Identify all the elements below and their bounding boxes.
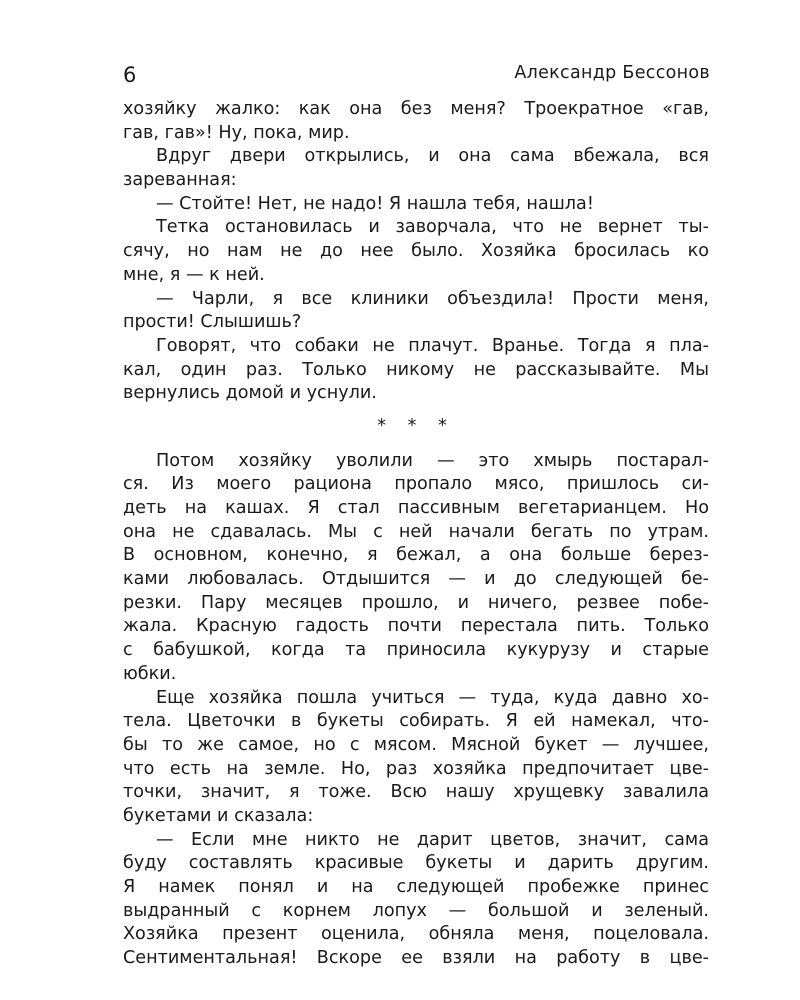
dialogue-line: — Если мне никто не дарит цветов, значит, сама: [156, 829, 709, 850]
text-line: Потом хозяйку уволили — это хмырь постарал-: [156, 450, 709, 471]
text-line: зареванная:: [123, 170, 237, 191]
body-text: [123, 98, 709, 971]
text-line: Сентиментальная! Вскоре ее взяли на работу в цве-: [123, 948, 709, 969]
text-line: что есть на земле. Но, раз хозяйка предпочитает цве-: [123, 758, 709, 779]
text-line: Тетка остановилась и заворчала, что не вернет ты-: [156, 217, 709, 238]
dialogue-line: прости! Слышишь?: [123, 312, 302, 333]
text-line: Говорят, что собаки не плачут. Вранье. Тогда я пла-: [156, 335, 709, 356]
text-line: букетами и сказала:: [123, 805, 314, 826]
text-line: гав, гав»! Ну, пока, мир.: [123, 122, 350, 143]
running-head-author: Александр Бессонов: [514, 63, 710, 83]
text-line: точки, значит, я тоже. Всю нашу хрущевку завалила: [123, 782, 709, 803]
text-line: ками любовалась. Отдышится — и до следующей бе-: [123, 569, 709, 590]
running-head: [123, 61, 710, 91]
text-line: деть на кашах. Я стал пассивным вегетарианцем. Но: [123, 498, 709, 518]
text-line: Еще хозяйка пошла учиться — туда, куда давно хо-: [156, 687, 709, 708]
text-line: вернулись домой и уснули.: [123, 383, 377, 404]
text-line: выдранный с корнем лопух — большой и зеленый.: [123, 900, 709, 921]
text-line: она не сдавалась. Мы с ней начали бегать по утрам.: [123, 521, 709, 542]
text-line: хозяйку жалко: как она без меня? Троекратное «гав,: [123, 99, 709, 119]
text-line: жала. Красную гадость почти перестала пить. Только: [123, 616, 709, 637]
text-line: Хозяйка презент оценила, обняла меня, поцеловала.: [123, 924, 709, 945]
dialogue-line: — Чарли, я все клиники объездила! Прости меня,: [156, 288, 709, 309]
dialogue-line: — Стойте! Нет, не надо! Я нашла тебя, нашла!: [156, 193, 594, 214]
text-line: кал, один раз. Только никому не рассказывайте. Мы: [123, 359, 709, 380]
text-line: В основном, конечно, я бежал, а она больше берез-: [123, 545, 709, 566]
text-line: Вдруг двери открылись, и она сама вбежала, вся: [156, 146, 709, 167]
section-separator: * * *: [377, 415, 455, 436]
text-line: ся. Из моего рациона пропало мясо, пришлось си-: [123, 474, 709, 495]
text-line: с бабушкой, когда та приносила кукурузу и старые: [123, 640, 709, 661]
text-line: тела. Цветочки в букеты собирать. Я ей намекал, что-: [123, 711, 709, 732]
dialogue-line: буду составлять красивые букеты и дарить другим.: [123, 853, 709, 874]
text-line: мне, я — к ней.: [123, 264, 265, 285]
text-line: бы то же самое, но с мясом. Мясной букет — лучшее,: [123, 734, 709, 755]
page-number: 6: [123, 63, 137, 87]
text-line: сячу, но нам не до нее было. Хозяйка бросилась ко: [123, 241, 709, 262]
text-line: резки. Пару месяцев прошло, и ничего, резвее побе-: [123, 592, 709, 613]
text-line: юбки.: [123, 663, 177, 684]
text-line: Я намек понял и на следующей пробежке принес: [123, 877, 709, 897]
